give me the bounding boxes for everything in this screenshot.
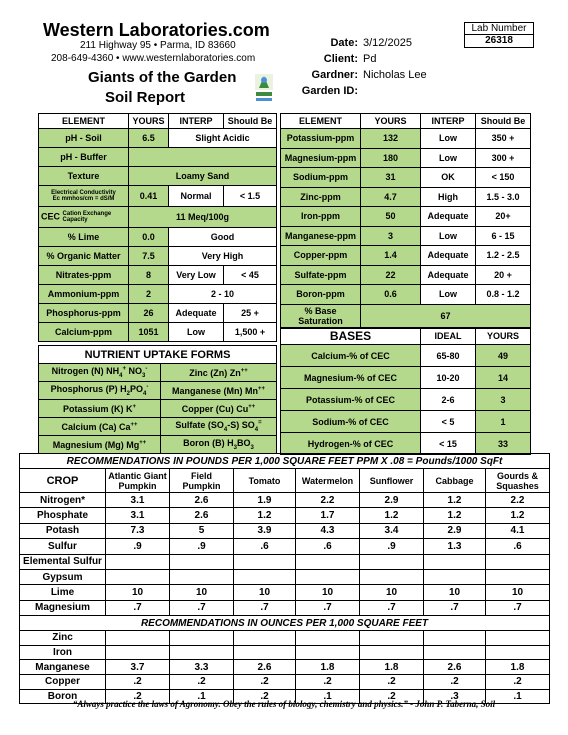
crop-name-line1: Atlantic Giant — [108, 470, 167, 481]
uptake-zinc: Zinc (Zn) Zn++ — [161, 364, 277, 382]
bases-row-label: Calcium-% of CEC — [281, 345, 421, 367]
right-row-label: Sulfate-ppm — [281, 265, 361, 285]
table-row — [20, 523, 550, 538]
rec-value-cell: 1.8 — [360, 660, 424, 675]
ammonium-interp: 2 - 10 — [169, 285, 277, 304]
crop-name-line1: Sunflower — [369, 475, 414, 486]
right-row-yours: 4.7 — [361, 187, 421, 207]
rec-value-cell — [234, 645, 296, 660]
table-row — [20, 631, 550, 646]
soil-row — [281, 207, 531, 227]
right-row-interp: Adequate — [421, 265, 476, 285]
table-row — [20, 508, 550, 523]
om-yours: 7.5 — [129, 247, 169, 266]
gardener-label: Gardner: — [311, 69, 358, 81]
rec-row-label: Elemental Sulfur — [20, 554, 106, 569]
recommendations-ounces-title: RECOMMENDATIONS IN OUNCES PER 1,000 SQUARE FEET — [20, 616, 550, 631]
bases-row-ideal: 65-80 — [421, 345, 476, 367]
crop-name-line1: Field — [190, 470, 212, 481]
nitrates-label: Nitrates-ppm — [39, 266, 129, 285]
ec-interp: Normal — [169, 186, 224, 207]
uptake-potassium: Potassium (K) K+ — [39, 400, 161, 418]
rec-row-label: Lime — [20, 585, 106, 600]
table-row — [20, 600, 550, 615]
cec-label-main: CEC — [41, 211, 61, 222]
uptake-nitrogen: Nitrogen (N) $NH_4^+$ $NO_3^-$ — [39, 364, 161, 382]
crop-column-header — [234, 469, 296, 493]
rec-value-cell: 2.2 — [486, 493, 550, 508]
recommendations-pounds-title: RECOMMENDATIONS IN POUNDS PER 1,000 SQUARE FEET PPM X .08 = Pounds/1000 SqFt — [20, 454, 550, 469]
rec-value-cell: 2.2 — [296, 493, 360, 508]
rec-row-label: Phosphate — [20, 508, 106, 523]
right-row-should: 350 + — [476, 129, 531, 149]
rec-value-cell — [170, 631, 234, 646]
crop-name-line2: Squashes — [496, 480, 539, 491]
col-header-yours: YOURS — [129, 114, 169, 129]
company-name: Western Laboratories.com — [43, 20, 270, 40]
rec-value-cell: .2 — [360, 674, 424, 689]
rec-value-cell: 1.8 — [296, 660, 360, 675]
rec-value-cell — [234, 631, 296, 646]
soil-test-left-table — [38, 113, 277, 342]
bases-row-label: Hydrogen-% of CEC — [281, 433, 421, 455]
rec-value-cell — [296, 569, 360, 584]
rec-row-label: Sulfur — [20, 539, 106, 554]
rec-value-cell: 1.8 — [486, 660, 550, 675]
rec-value-cell: 4.3 — [296, 523, 360, 538]
bases-row-ideal: 10-20 — [421, 367, 476, 389]
bases-yours-header: YOURS — [476, 328, 531, 345]
ph-soil-yours: 6.5 — [129, 129, 169, 148]
rec-value-cell — [106, 631, 170, 646]
report-title-line2: Soil Report — [105, 89, 186, 106]
rec-value-cell — [360, 645, 424, 660]
table-row — [20, 539, 550, 554]
rec-value-cell: .9 — [106, 539, 170, 554]
rec-value-cell: .2 — [360, 689, 424, 704]
crop-name-line2: Pumpkin — [118, 480, 157, 491]
rec-value-cell: .2 — [106, 674, 170, 689]
rec-value-cell: .2 — [234, 674, 296, 689]
right-row-label: Manganese-ppm — [281, 226, 361, 246]
rec-value-cell — [424, 631, 486, 646]
phosphorus-interp: Adequate — [169, 304, 224, 323]
rec-value-cell: .9 — [360, 539, 424, 554]
cec-label — [39, 207, 129, 228]
lime-label: % Lime — [39, 228, 129, 247]
calcium-yours: 1051 — [129, 323, 169, 342]
rec-value-cell: 2.9 — [424, 523, 486, 538]
date-label: Date: — [330, 37, 358, 49]
right-row-label: Sodium-ppm — [281, 168, 361, 188]
bases-row-yours: 14 — [476, 367, 531, 389]
rec-value-cell: .1 — [486, 689, 550, 704]
right-row-should: 0.8 - 1.2 — [476, 285, 531, 305]
rec-value-cell: 1.7 — [296, 508, 360, 523]
phosphorus-should: 25 + — [224, 304, 277, 323]
rec-value-cell — [424, 554, 486, 569]
lime-yours: 0.0 — [129, 228, 169, 247]
crop-column-header — [424, 469, 486, 493]
ec-yours: 0.41 — [129, 186, 169, 207]
right-row-yours: 22 — [361, 265, 421, 285]
right-row-interp: Low — [421, 226, 476, 246]
rec-row-label: Zinc — [20, 631, 106, 646]
lime-interp: Good — [169, 228, 277, 247]
table-row — [20, 569, 550, 584]
rec-value-cell — [486, 631, 550, 646]
rec-row-label: Boron — [20, 689, 106, 704]
nutrient-uptake-table — [38, 345, 277, 454]
rec-value-cell — [296, 645, 360, 660]
crop-name-line1: Gourds & — [496, 470, 538, 481]
crop-name-line1: Watermelon — [301, 475, 354, 486]
rec-value-cell: .6 — [296, 539, 360, 554]
nitrates-should: < 45 — [224, 266, 277, 285]
rec-value-cell: 1.3 — [424, 539, 486, 554]
rec-value-cell — [106, 569, 170, 584]
rec-value-cell — [106, 554, 170, 569]
client-value: Pd — [363, 53, 377, 65]
bases-row-ideal: 2-6 — [421, 389, 476, 411]
cec-value: 11 Meq/100g — [129, 207, 277, 228]
rec-value-cell — [360, 631, 424, 646]
right-row-label: Boron-ppm — [281, 285, 361, 305]
bases-title: BASES — [281, 328, 421, 345]
rec-value-cell: 10 — [486, 585, 550, 600]
rec-value-cell — [486, 569, 550, 584]
rec-value-cell: .2 — [170, 674, 234, 689]
footer-quote: “Always practice the laws of Agronomy. Obey the rules of biology, chemistry and physics.” - John P. Taberna, Soil — [72, 699, 496, 709]
rec-value-cell — [170, 569, 234, 584]
right-row-yours: 1.4 — [361, 246, 421, 266]
rec-value-cell: 2.6 — [234, 660, 296, 675]
soil-row — [281, 246, 531, 266]
col-header-yours-right: YOURS — [361, 114, 421, 129]
gardener-value: Nicholas Lee — [363, 69, 427, 81]
bases-row-label: Potassium-% of CEC — [281, 389, 421, 411]
ph-soil-interp: Slight Acidic — [169, 129, 277, 148]
phosphorus-label: Phosphorus-ppm — [39, 304, 129, 323]
right-row-interp: OK — [421, 168, 476, 188]
rec-value-cell — [170, 554, 234, 569]
rec-value-cell — [296, 631, 360, 646]
base-sat-label-line1: % Base — [304, 306, 337, 316]
ec-label-line2: Ec mmhos/cm = dS/M — [52, 196, 115, 202]
right-row-interp: Low — [421, 285, 476, 305]
rec-value-cell: 2.6 — [170, 493, 234, 508]
nutrient-uptake-title: NUTRIENT UPTAKE FORMS — [39, 346, 277, 364]
date-value: 3/12/2025 — [363, 37, 412, 49]
right-row-label: Zinc-ppm — [281, 187, 361, 207]
calcium-label: Calcium-ppm — [39, 323, 129, 342]
soil-row — [281, 187, 531, 207]
ph-soil-label: pH - Soil — [39, 129, 129, 148]
ec-label — [39, 186, 129, 207]
rec-value-cell: .7 — [486, 600, 550, 615]
rec-row-label: Nitrogen* — [20, 493, 106, 508]
rec-value-cell — [424, 569, 486, 584]
rec-value-cell: 2.9 — [360, 493, 424, 508]
ec-label-line1: Electrical Conductivity — [51, 190, 116, 196]
right-row-should: 1.2 - 2.5 — [476, 246, 531, 266]
address-line1: 211 Highway 95 • Parma, ID 83660 — [80, 40, 236, 51]
right-row-yours: 50 — [361, 207, 421, 227]
rec-row-label: Gypsum — [20, 569, 106, 584]
rec-value-cell: 1.2 — [234, 508, 296, 523]
right-row-yours: 132 — [361, 129, 421, 149]
bases-row-label: Sodium-% of CEC — [281, 411, 421, 433]
rec-value-cell: 2.6 — [424, 660, 486, 675]
soil-test-right-table — [280, 113, 531, 329]
rec-value-cell: .2 — [424, 674, 486, 689]
garden-id-label: Garden ID: — [301, 85, 358, 97]
col-header-element: ELEMENT — [39, 114, 129, 129]
bases-row — [281, 411, 531, 433]
rec-value-cell: .7 — [234, 600, 296, 615]
soil-row — [281, 168, 531, 188]
col-header-should-right: Should Be — [476, 114, 531, 129]
rec-value-cell: .7 — [170, 600, 234, 615]
nitrates-yours: 8 — [129, 266, 169, 285]
rec-value-cell: 4.1 — [486, 523, 550, 538]
rec-value-cell: 1.2 — [424, 493, 486, 508]
rec-value-cell: 3.3 — [170, 660, 234, 675]
right-row-label: Magnesium-ppm — [281, 148, 361, 168]
crop-column-header — [170, 469, 234, 493]
rec-value-cell: .9 — [170, 539, 234, 554]
bases-row-yours: 1 — [476, 411, 531, 433]
rec-value-cell: .1 — [296, 689, 360, 704]
lab-number-value: 26318 — [485, 35, 513, 46]
phosphorus-yours: 26 — [129, 304, 169, 323]
rec-value-cell: 5 — [170, 523, 234, 538]
rec-value-cell — [296, 554, 360, 569]
rec-value-cell: 10 — [424, 585, 486, 600]
calcium-interp: Low — [169, 323, 224, 342]
texture-value: Loamy Sand — [129, 167, 277, 186]
rec-value-cell — [234, 569, 296, 584]
col-header-interp-right: INTERP — [421, 114, 476, 129]
crop-column-header — [106, 469, 170, 493]
right-row-label: Potassium-ppm — [281, 129, 361, 149]
uptake-phosphorus: Phosphorus (P) $H_2PO_4^-$ — [39, 382, 161, 400]
soil-row — [281, 148, 531, 168]
right-row-yours: 3 — [361, 226, 421, 246]
rec-value-cell: .3 — [424, 689, 486, 704]
rec-value-cell: 3.9 — [234, 523, 296, 538]
rec-value-cell — [424, 645, 486, 660]
rec-value-cell — [360, 569, 424, 584]
soil-row — [281, 129, 531, 149]
rec-value-cell: .2 — [296, 674, 360, 689]
rec-row-label: Copper — [20, 674, 106, 689]
rec-value-cell — [486, 554, 550, 569]
rec-value-cell: .6 — [234, 539, 296, 554]
rec-value-cell: .7 — [360, 600, 424, 615]
right-row-should: 6 - 15 — [476, 226, 531, 246]
right-row-interp: Low — [421, 148, 476, 168]
right-row-yours: 31 — [361, 168, 421, 188]
rec-value-cell: 1.9 — [234, 493, 296, 508]
rec-value-cell: .7 — [296, 600, 360, 615]
bases-row — [281, 367, 531, 389]
ammonium-label: Ammonium-ppm — [39, 285, 129, 304]
om-interp: Very High — [169, 247, 277, 266]
rec-value-cell: .2 — [486, 674, 550, 689]
report-title-line1: Giants of the Garden — [88, 69, 237, 86]
cec-label-sub1: Cation Exchange — [62, 211, 112, 217]
rec-value-cell: 1.2 — [424, 508, 486, 523]
ph-buffer-value — [129, 148, 277, 167]
base-sat-value: 67 — [361, 304, 531, 328]
rec-value-cell: 1.2 — [486, 508, 550, 523]
uptake-manganese: Manganese (Mn) Mn++ — [161, 382, 277, 400]
ph-buffer-label: pH - Buffer — [39, 148, 129, 167]
right-row-yours: 0.6 — [361, 285, 421, 305]
cec-label-sub2: Capacity — [62, 217, 88, 223]
calcium-should: 1,500 + — [224, 323, 277, 342]
crop-column-header — [486, 469, 550, 493]
rec-row-label: Magnesium — [20, 600, 106, 615]
bases-table — [280, 327, 531, 455]
soil-row — [281, 265, 531, 285]
right-row-should: 300 + — [476, 148, 531, 168]
client-label: Client: — [323, 53, 358, 65]
base-sat-label-line2: Saturation — [298, 316, 343, 326]
bases-row-yours: 3 — [476, 389, 531, 411]
bases-row-yours: 49 — [476, 345, 531, 367]
rec-value-cell: .7 — [106, 600, 170, 615]
right-row-should: 20 + — [476, 265, 531, 285]
right-row-should: 1.5 - 3.0 — [476, 187, 531, 207]
rec-value-cell — [234, 554, 296, 569]
rec-value-cell: 3.1 — [106, 508, 170, 523]
crop-column-header — [360, 469, 424, 493]
rec-row-label: Manganese — [20, 660, 106, 675]
rec-value-cell: 3.4 — [360, 523, 424, 538]
uptake-copper: Copper (Cu) Cu++ — [161, 400, 277, 418]
crop-name-line2: Pumpkin — [182, 480, 221, 491]
uptake-boron: Boron (B) $H_3BO_3$ — [161, 436, 277, 454]
rec-value-cell — [106, 645, 170, 660]
col-header-element-right: ELEMENT — [281, 114, 361, 129]
rec-value-cell — [486, 645, 550, 660]
crop-name-line1: Cabbage — [435, 475, 474, 486]
rec-value-cell: 10 — [106, 585, 170, 600]
rec-value-cell: 7.3 — [106, 523, 170, 538]
right-row-label: Copper-ppm — [281, 246, 361, 266]
right-row-interp: Adequate — [421, 246, 476, 266]
bases-ideal-header: IDEAL — [421, 328, 476, 345]
table-row — [20, 645, 550, 660]
soil-row — [281, 226, 531, 246]
rec-value-cell: 10 — [234, 585, 296, 600]
right-row-interp: Low — [421, 129, 476, 149]
rec-value-cell: .2 — [234, 689, 296, 704]
rec-value-cell: 3.1 — [106, 493, 170, 508]
bases-row-ideal: < 15 — [421, 433, 476, 455]
right-row-should: < 150 — [476, 168, 531, 188]
ammonium-yours: 2 — [129, 285, 169, 304]
rec-value-cell: 2.6 — [170, 508, 234, 523]
bases-row-label: Magnesium-% of CEC — [281, 367, 421, 389]
bases-row-ideal: < 5 — [421, 411, 476, 433]
rec-value-cell: 10 — [296, 585, 360, 600]
rec-value-cell: .1 — [170, 689, 234, 704]
lab-number-box — [464, 22, 534, 48]
ec-should: < 1.5 — [224, 186, 277, 207]
om-label: % Organic Matter — [39, 247, 129, 266]
bases-row-yours: 33 — [476, 433, 531, 455]
bases-row — [281, 345, 531, 367]
right-row-interp: High — [421, 187, 476, 207]
rec-value-cell — [360, 554, 424, 569]
uptake-calcium: Calcium (Ca) Ca++ — [39, 418, 161, 436]
rec-value-cell: 10 — [170, 585, 234, 600]
bases-row — [281, 389, 531, 411]
recommendations-table — [19, 453, 550, 704]
rec-value-cell: .6 — [486, 539, 550, 554]
rec-row-label: Potash — [20, 523, 106, 538]
right-row-should: 20+ — [476, 207, 531, 227]
table-row — [20, 554, 550, 569]
uptake-sulfate: Sulfate $(SO_4-S)$ $SO_4^=$ — [161, 418, 277, 436]
table-row — [20, 660, 550, 675]
rec-value-cell: 1.2 — [360, 508, 424, 523]
rec-value-cell — [170, 645, 234, 660]
base-sat-label — [281, 304, 361, 328]
col-header-should: Should Be — [224, 114, 277, 129]
crop-column-header — [296, 469, 360, 493]
naptp-logo-icon — [253, 66, 275, 104]
lab-number-label: Lab Number — [465, 23, 533, 35]
col-header-interp: INTERP — [169, 114, 224, 129]
texture-label: Texture — [39, 167, 129, 186]
uptake-magnesium: Magnesium (Mg) Mg++ — [39, 436, 161, 454]
rec-value-cell: 3.7 — [106, 660, 170, 675]
right-row-yours: 180 — [361, 148, 421, 168]
table-row — [20, 674, 550, 689]
table-row — [20, 585, 550, 600]
rec-value-cell: .7 — [424, 600, 486, 615]
table-row — [20, 493, 550, 508]
bases-row — [281, 433, 531, 455]
right-row-interp: Adequate — [421, 207, 476, 227]
address-line2: 208-649-4360 • www.westernlaboratories.com — [51, 53, 256, 64]
nitrates-interp: Very Low — [169, 266, 224, 285]
rec-row-label: Iron — [20, 645, 106, 660]
crop-name-line1: Tomato — [248, 475, 281, 486]
right-row-label: Iron-ppm — [281, 207, 361, 227]
crop-header: CROP — [20, 469, 106, 493]
rec-value-cell: .2 — [106, 689, 170, 704]
rec-value-cell: 10 — [360, 585, 424, 600]
soil-row — [281, 285, 531, 305]
